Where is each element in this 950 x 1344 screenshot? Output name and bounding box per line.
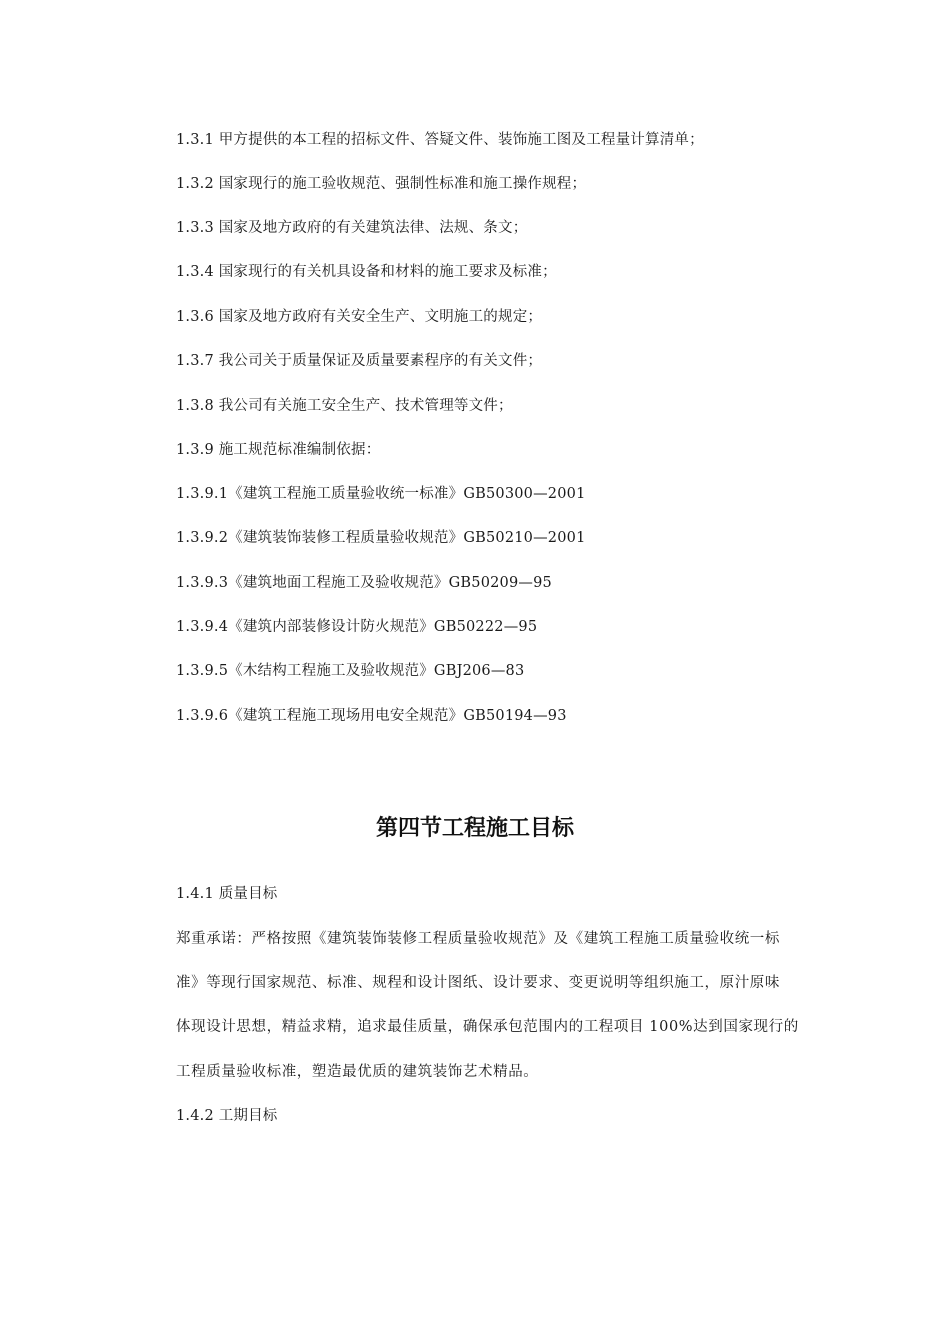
quality-goal-heading: 1.4.1 质量目标: [176, 886, 278, 902]
list-item: 1.3.9.2《建筑装饰装修工程质量验收规范》GB50210—2001: [176, 530, 586, 546]
list-item: 1.3.9.5《木结构工程施工及验收规范》GBJ206—83: [176, 663, 525, 679]
list-item: 1.3.6 国家及地方政府有关安全生产、文明施工的规定；: [176, 309, 543, 325]
list-item: 1.3.9.4《建筑内部装修设计防火规范》GB50222—95: [176, 619, 538, 635]
list-item: 1.3.4 国家现行的有关机具设备和材料的施工要求及标准；: [176, 264, 557, 280]
quality-paragraph-line: 工程质量验收标准，塑造最优质的建筑装饰艺术精品。: [176, 1064, 539, 1080]
quality-paragraph-line: 准》等现行国家规范、标准、规程和设计图纸、设计要求、变更说明等组织施工，原汁原味: [176, 975, 780, 991]
quality-paragraph-line: 体现设计思想，精益求精，追求最佳质量，确保承包范围内的工程项目 100%达到国家现行的: [176, 1019, 799, 1035]
quality-paragraph-line: 郑重承诺：严格按照《建筑装饰装修工程质量验收规范》及《建筑工程施工质量验收统一标: [176, 931, 780, 947]
list-item: 1.3.8 我公司有关施工安全生产、技术管理等文件；: [176, 398, 513, 414]
list-item: 1.3.7 我公司关于质量保证及质量要素程序的有关文件；: [176, 353, 543, 369]
list-item: 1.3.1 甲方提供的本工程的招标文件、答疑文件、装饰施工图及工程量计算清单；: [176, 132, 704, 148]
schedule-goal-heading: 1.4.2 工期目标: [176, 1108, 278, 1124]
list-item: 1.3.3 国家及地方政府的有关建筑法律、法规、条文；: [176, 220, 528, 236]
section-title: 第四节工程施工目标: [375, 816, 574, 841]
list-item: 1.3.9 施工规范标准编制依据：: [176, 442, 381, 458]
list-item: 1.3.9.6《建筑工程施工现场用电安全规范》GB50194—93: [176, 708, 567, 724]
list-item: 1.3.9.1《建筑工程施工质量验收统一标准》GB50300—2001: [176, 486, 586, 502]
list-item: 1.3.2 国家现行的施工验收规范、强制性标准和施工操作规程；: [176, 176, 587, 192]
list-item: 1.3.9.3《建筑地面工程施工及验收规范》GB50209—95: [176, 575, 552, 591]
